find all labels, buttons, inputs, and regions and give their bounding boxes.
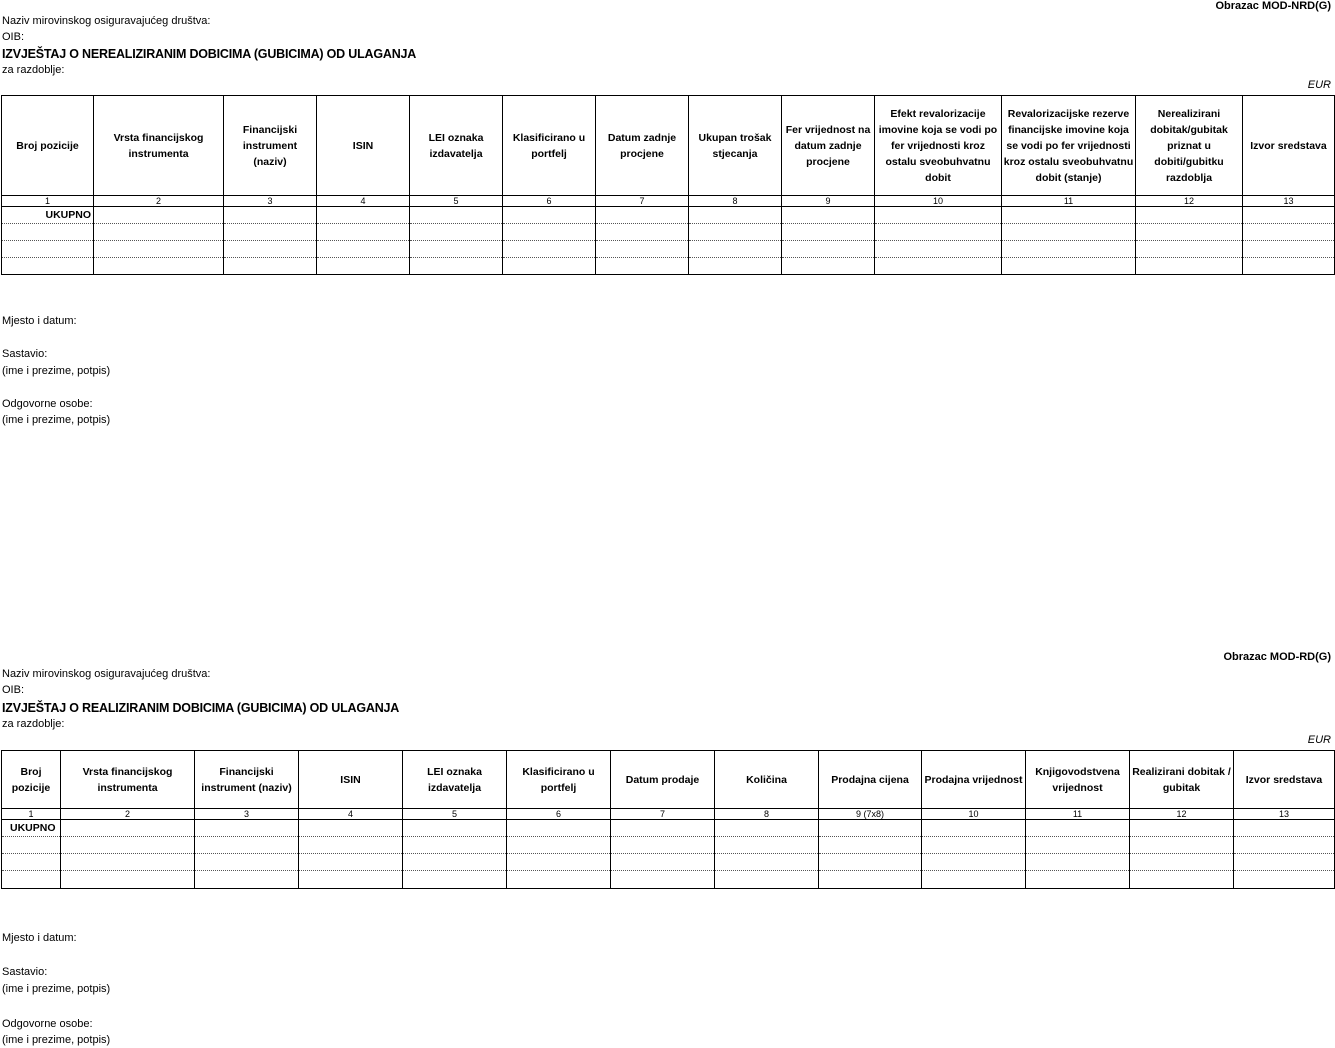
table-cell[interactable]	[403, 837, 507, 854]
table-cell[interactable]	[299, 871, 403, 889]
column-number: 7	[611, 809, 715, 820]
table-cell[interactable]	[875, 224, 1002, 241]
table-cell[interactable]	[715, 820, 819, 837]
table-cell[interactable]	[1136, 241, 1243, 258]
table-cell[interactable]	[596, 241, 689, 258]
header-cell: Datum prodaje	[611, 751, 715, 809]
header-cell: LEI oznaka izdavatelja	[410, 96, 503, 196]
table-cell[interactable]	[94, 224, 224, 241]
realized-gains-table	[1, 750, 1335, 889]
header-cell: Prodajna cijena	[819, 751, 922, 809]
responsible-note: (ime i prezime, potpis)	[2, 1034, 111, 1046]
table-cell[interactable]	[1002, 258, 1136, 275]
header-cell: Datum zadnje procjene	[596, 96, 689, 196]
header-cell: Prodajna vrijednost	[922, 751, 1026, 809]
column-number: 11	[1002, 196, 1136, 207]
table-cell[interactable]	[1130, 871, 1234, 889]
table-cell[interactable]	[1243, 224, 1335, 241]
table-cell[interactable]	[922, 871, 1026, 889]
header-cell: Knjigovodstvena vrijednost	[1026, 751, 1130, 809]
table-cell[interactable]	[2, 224, 94, 241]
table-cell[interactable]	[1136, 207, 1243, 224]
table-cell[interactable]	[1130, 820, 1234, 837]
table-cell[interactable]	[922, 820, 1026, 837]
table-cell[interactable]	[1026, 871, 1130, 889]
table-cell[interactable]	[611, 820, 715, 837]
table-cell[interactable]	[689, 207, 782, 224]
table-row	[2, 241, 1335, 258]
table-cell[interactable]	[1234, 820, 1335, 837]
column-number-row	[2, 196, 1335, 207]
table-cell[interactable]	[819, 837, 922, 854]
column-number: 1	[2, 809, 61, 820]
table-cell[interactable]	[1234, 854, 1335, 871]
table-cell[interactable]	[317, 241, 410, 258]
table-cell[interactable]	[195, 854, 299, 871]
column-number: 2	[61, 809, 195, 820]
table-cell[interactable]	[503, 241, 596, 258]
header-cell: Financijski instrument (naziv)	[195, 751, 299, 809]
table-cell[interactable]	[1026, 820, 1130, 837]
header-cell: Fer vrijednost na datum zadnje procjene	[782, 96, 875, 196]
table-cell[interactable]	[403, 871, 507, 889]
column-number: 1	[2, 196, 94, 207]
table-cell[interactable]	[507, 871, 611, 889]
table-cell[interactable]	[410, 224, 503, 241]
table-cell[interactable]	[715, 871, 819, 889]
table-cell[interactable]	[317, 258, 410, 275]
table-cell[interactable]	[299, 837, 403, 854]
column-number: 11	[1026, 809, 1130, 820]
compiled-by-label: Sastavio:	[2, 966, 48, 978]
table-cell[interactable]	[61, 871, 195, 889]
table-cell[interactable]	[2, 837, 61, 854]
table-cell[interactable]	[819, 871, 922, 889]
compiled-by-note: (ime i prezime, potpis)	[2, 365, 111, 377]
column-number: 9 (7x8)	[819, 809, 922, 820]
table-cell[interactable]	[689, 241, 782, 258]
table-cell[interactable]	[299, 820, 403, 837]
responsible-note: (ime i prezime, potpis)	[2, 414, 111, 426]
column-number: 4	[317, 196, 410, 207]
responsible-label: Odgovorne osobe:	[2, 1018, 93, 1030]
table-cell[interactable]	[875, 241, 1002, 258]
header-cell: Izvor sredstava	[1234, 751, 1335, 809]
oib-label: OIB:	[2, 31, 25, 43]
table-cell[interactable]	[503, 207, 596, 224]
period-label: za razdoblje:	[2, 64, 65, 76]
table-cell[interactable]	[224, 258, 317, 275]
header-cell: Klasificirano u portfelj	[507, 751, 611, 809]
compiled-by-label: Sastavio:	[2, 348, 48, 360]
table-cell[interactable]	[1002, 207, 1136, 224]
oib-label: OIB:	[2, 684, 25, 696]
table-row	[2, 854, 1335, 871]
column-number: 5	[403, 809, 507, 820]
total-label: UKUPNO	[2, 207, 94, 224]
form-code: Obrazac MOD-NRD(G)	[1215, 0, 1331, 12]
table-cell[interactable]	[689, 224, 782, 241]
table-cell[interactable]	[1243, 207, 1335, 224]
column-number: 6	[503, 196, 596, 207]
column-number: 13	[1234, 809, 1335, 820]
header-cell: Ukupan trošak stjecanja	[689, 96, 782, 196]
table-cell[interactable]	[611, 854, 715, 871]
header-cell: Vrsta financijskog instrumenta	[94, 96, 224, 196]
table-cell[interactable]	[715, 837, 819, 854]
column-number: 12	[1130, 809, 1234, 820]
header-cell: Broj pozicije	[2, 751, 61, 809]
table-row	[2, 258, 1335, 275]
total-row	[2, 820, 1335, 837]
table-cell[interactable]	[410, 241, 503, 258]
form-code: Obrazac MOD-RD(G)	[1223, 651, 1331, 663]
table-cell[interactable]	[224, 224, 317, 241]
column-number: 6	[507, 809, 611, 820]
report-title: IZVJEŠTAJ O REALIZIRANIM DOBICIMA (GUBICIMA) OD ULAGANJA	[2, 701, 400, 715]
table-cell[interactable]	[782, 258, 875, 275]
table-cell[interactable]	[507, 820, 611, 837]
table-cell[interactable]	[715, 854, 819, 871]
table-cell[interactable]	[195, 871, 299, 889]
table-cell[interactable]	[94, 207, 224, 224]
unrealized-gains-table	[1, 95, 1335, 275]
header-cell: Količina	[715, 751, 819, 809]
column-number: 3	[195, 809, 299, 820]
table-cell[interactable]	[1234, 871, 1335, 889]
table-cell[interactable]	[299, 854, 403, 871]
table-cell[interactable]	[689, 258, 782, 275]
header-cell: Financijski instrument (naziv)	[224, 96, 317, 196]
header-cell: Nerealizirani dobitak/gubitak priznat u dobiti/gubitku razdoblja	[1136, 96, 1243, 196]
place-date-label: Mjesto i datum:	[2, 315, 77, 327]
column-number: 8	[689, 196, 782, 207]
table-cell[interactable]	[403, 820, 507, 837]
table-row	[2, 224, 1335, 241]
table-cell[interactable]	[410, 258, 503, 275]
table-cell[interactable]	[61, 837, 195, 854]
company-name-label: Naziv mirovinskog osiguravajućeg društva:	[2, 15, 211, 27]
column-number: 3	[224, 196, 317, 207]
column-number: 12	[1136, 196, 1243, 207]
table-cell[interactable]	[403, 854, 507, 871]
table-row	[2, 871, 1335, 889]
table-cell[interactable]	[922, 854, 1026, 871]
table-cell[interactable]	[2, 871, 61, 889]
header-cell: LEI oznaka izdavatelja	[403, 751, 507, 809]
header-cell: ISIN	[317, 96, 410, 196]
table-cell[interactable]	[2, 854, 61, 871]
table-cell[interactable]	[1026, 854, 1130, 871]
header-cell: Vrsta financijskog instrumenta	[61, 751, 195, 809]
header-row	[2, 751, 1335, 809]
table-cell[interactable]	[94, 241, 224, 258]
table-cell[interactable]	[1026, 837, 1130, 854]
table-cell[interactable]	[1002, 224, 1136, 241]
table-cell[interactable]	[2, 241, 94, 258]
table-cell[interactable]	[1136, 258, 1243, 275]
table-cell[interactable]	[1130, 854, 1234, 871]
table-cell[interactable]	[1234, 837, 1335, 854]
table-cell[interactable]	[1002, 241, 1136, 258]
table-cell[interactable]	[507, 837, 611, 854]
compiled-by-note: (ime i prezime, potpis)	[2, 983, 111, 995]
column-number: 13	[1243, 196, 1335, 207]
header-cell: Izvor sredstava	[1243, 96, 1335, 196]
table-cell[interactable]	[875, 258, 1002, 275]
table-cell[interactable]	[317, 207, 410, 224]
header-cell: Realizirani dobitak / gubitak	[1130, 751, 1234, 809]
table-cell[interactable]	[195, 820, 299, 837]
header-row	[2, 96, 1335, 196]
table-cell[interactable]	[317, 224, 410, 241]
table-cell[interactable]	[503, 224, 596, 241]
currency-label: EUR	[1307, 734, 1331, 746]
header-cell: Klasificirano u portfelj	[503, 96, 596, 196]
table-cell[interactable]	[503, 258, 596, 275]
table-cell[interactable]	[61, 854, 195, 871]
table-cell[interactable]	[2, 258, 94, 275]
table-cell[interactable]	[224, 207, 317, 224]
table-cell[interactable]	[1243, 241, 1335, 258]
table-cell[interactable]	[922, 837, 1026, 854]
column-number: 9	[782, 196, 875, 207]
place-date-label: Mjesto i datum:	[2, 932, 77, 944]
column-number: 2	[94, 196, 224, 207]
table-cell[interactable]	[596, 207, 689, 224]
table-cell[interactable]	[596, 258, 689, 275]
table-cell[interactable]	[507, 854, 611, 871]
column-number: 10	[922, 809, 1026, 820]
period-label: za razdoblje:	[2, 718, 65, 730]
table-cell[interactable]	[61, 820, 195, 837]
column-number: 7	[596, 196, 689, 207]
table-cell[interactable]	[611, 871, 715, 889]
table-cell[interactable]	[782, 224, 875, 241]
table-cell[interactable]	[782, 241, 875, 258]
column-number: 5	[410, 196, 503, 207]
header-cell: Broj pozicije	[2, 96, 94, 196]
company-name-label: Naziv mirovinskog osiguravajućeg društva:	[2, 668, 211, 680]
table-cell[interactable]	[195, 837, 299, 854]
header-cell: Efekt revalorizacije imovine koja se vodi po fer vrijednosti kroz ostalu sveobuhvatnu dobit	[875, 96, 1002, 196]
header-cell: ISIN	[299, 751, 403, 809]
table-row	[2, 837, 1335, 854]
table-cell[interactable]	[596, 224, 689, 241]
table-cell[interactable]	[819, 820, 922, 837]
table-cell[interactable]	[94, 258, 224, 275]
table-cell[interactable]	[611, 837, 715, 854]
currency-label: EUR	[1307, 79, 1331, 91]
total-row	[2, 207, 1335, 224]
column-number: 8	[715, 809, 819, 820]
report-title: IZVJEŠTAJ O NEREALIZIRANIM DOBICIMA (GUBICIMA) OD ULAGANJA	[2, 47, 417, 61]
responsible-label: Odgovorne osobe:	[2, 398, 93, 410]
table-cell[interactable]	[224, 241, 317, 258]
table-cell[interactable]	[819, 854, 922, 871]
header-cell: Revalorizacijske rezerve financijske imovine koja se vodi po fer vrijednosti kroz ostalu sveobuhvatnu dobit (stanje)	[1002, 96, 1136, 196]
table-cell[interactable]	[410, 207, 503, 224]
table-cell[interactable]	[782, 207, 875, 224]
table-cell[interactable]	[1243, 258, 1335, 275]
table-cell[interactable]	[1130, 837, 1234, 854]
total-label: UKUPNO	[2, 820, 61, 837]
table-cell[interactable]	[875, 207, 1002, 224]
column-number-row	[2, 809, 1335, 820]
table-cell[interactable]	[1136, 224, 1243, 241]
column-number: 10	[875, 196, 1002, 207]
column-number: 4	[299, 809, 403, 820]
